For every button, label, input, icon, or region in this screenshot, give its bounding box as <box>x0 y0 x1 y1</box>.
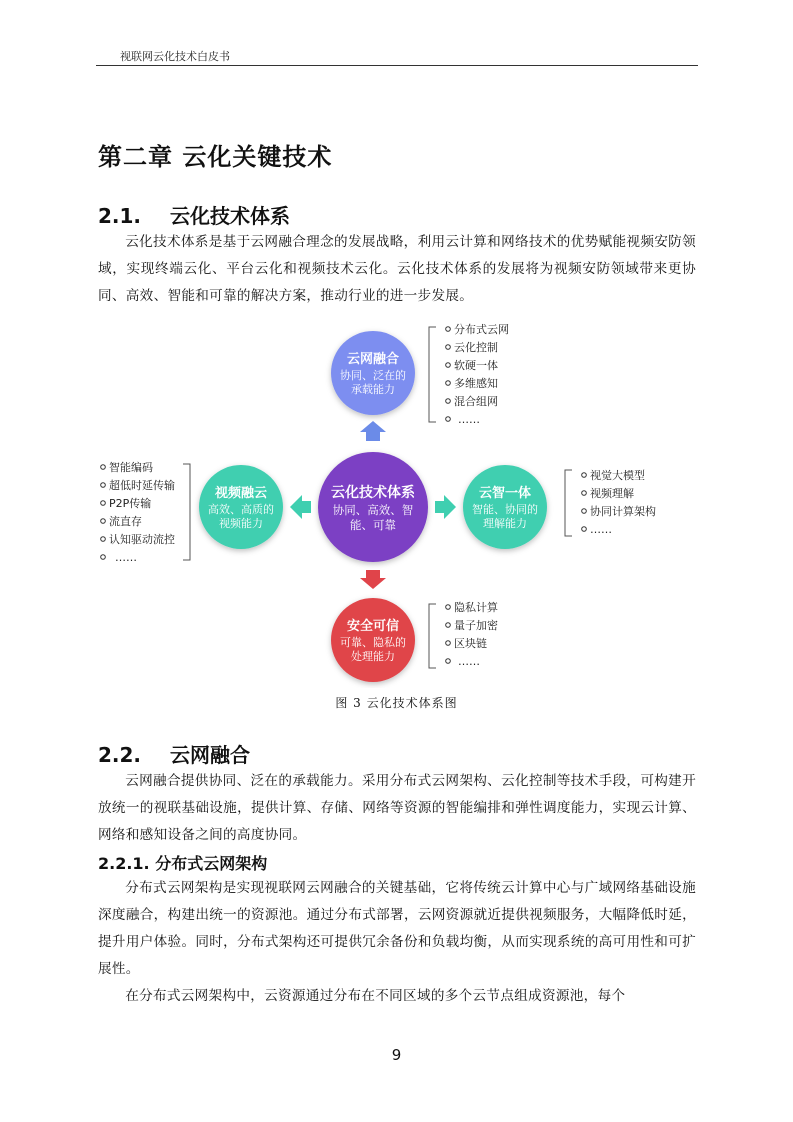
top-node <box>331 331 415 415</box>
list-item <box>446 655 480 668</box>
left-node-sub1: 高效、高质的 <box>208 503 274 516</box>
header-rule <box>96 65 698 66</box>
svg-text:智能编码: 智能编码 <box>109 461 153 474</box>
left-node-title: 视频融云 <box>214 486 268 501</box>
svg-text:协同计算架构: 协同计算架构 <box>590 505 656 518</box>
running-header: 视联网云化技术白皮书 <box>120 50 230 63</box>
top-node-sub1: 协同、泛在的 <box>340 369 406 382</box>
list-item <box>446 358 498 372</box>
list-item <box>446 394 498 408</box>
svg-text:隐私计算: 隐私计算 <box>454 601 498 614</box>
svg-text:量子加密: 量子加密 <box>454 619 498 632</box>
bottom-node-sub1: 可靠、隐私的 <box>340 636 406 649</box>
svg-text:云化控制: 云化控制 <box>454 341 498 354</box>
section-number: 2.2. <box>98 743 142 767</box>
list-item <box>101 460 153 474</box>
page-number: 9 <box>391 1046 402 1064</box>
list-item <box>446 636 487 650</box>
bottom-list <box>446 600 498 668</box>
center-node-sub2: 能、可靠 <box>350 518 396 532</box>
right-node-sub2: 理解能力 <box>483 517 527 530</box>
top-list <box>446 322 509 426</box>
section-title: 云化技术体系 <box>170 204 290 228</box>
center-node-title: 云化技术体系 <box>331 485 415 501</box>
svg-text:流直存: 流直存 <box>109 515 142 528</box>
svg-text:混合组网: 混合组网 <box>454 395 498 408</box>
section-heading-2-2 <box>98 739 250 768</box>
right-list <box>582 468 656 536</box>
list-item <box>446 618 498 632</box>
list-item <box>582 486 634 500</box>
list-item <box>446 322 509 336</box>
bottom-node-sub2: 处理能力 <box>351 650 395 663</box>
subsection-2-2-1-paragraph-1: 分布式云网架构是实现视联网云网融合的关键基础，它将传统云计算中心与广域网络基础设施深度融合，构建出统一的资源池。通过分布式部署，云网资源就近提供视频服务，大幅降低时延，提升用户体验。同时，分布式架构还可提供冗余备份和负载均衡，从而实现系统的高可用性和可扩展性。 <box>98 880 696 977</box>
section-2-2-paragraph: 云网融合提供协同、泛在的承载能力。采用分布式云网架构、云化控制等技术手段，可构建开放统一的视联基础设施，提供计算、存储、网络等资源的智能编排和弹性调度能力，实现云计算、网络和感知设备之间的高度协同。 <box>98 773 696 843</box>
bottom-node <box>331 598 415 682</box>
list-item <box>582 468 645 482</box>
svg-text:认知驱动流控: 认知驱动流控 <box>109 533 175 546</box>
list-item <box>582 504 656 518</box>
svg-text:……: …… <box>458 413 480 426</box>
figure-caption: 图 3 云化技术体系图 <box>335 696 458 710</box>
svg-text:超低时延传输: 超低时延传输 <box>109 479 175 492</box>
svg-text:分布式云网: 分布式云网 <box>454 323 509 336</box>
svg-text:视频理解: 视频理解 <box>590 487 634 500</box>
list-item <box>446 340 498 354</box>
list-item <box>446 600 498 614</box>
section-2-1-paragraph: 云化技术体系是基于云网融合理念的发展战略，利用云计算和网络技术的优势赋能视频安防领域，实现终端云化、平台云化和视频技术云化。云化技术体系的发展将为视频安防领域带来更协同、高效、智能和可靠的解决方案，推动行业的进一步发展。 <box>98 234 696 304</box>
svg-text:区块链: 区块链 <box>454 637 487 650</box>
top-node-sub2: 承载能力 <box>351 383 395 396</box>
svg-text:视觉大模型: 视觉大模型 <box>590 469 645 482</box>
list-item <box>582 523 612 536</box>
center-node <box>318 452 428 562</box>
right-list-bracket <box>565 470 572 536</box>
left-list-bracket <box>183 464 190 560</box>
top-node-title: 云网融合 <box>346 352 400 367</box>
svg-text:多维感知: 多维感知 <box>454 377 498 390</box>
subsection-2-2-1-paragraph-2: 在分布式云网架构中，云资源通过分布在不同区域的多个云节点组成资源池，每个 <box>125 988 626 1004</box>
arrow-up-icon <box>360 421 386 441</box>
arrow-down-icon <box>360 570 386 589</box>
subsection-heading-2-2-1: 2.2.1. 分布式云网架构 <box>98 854 268 873</box>
bottom-node-title: 安全可信 <box>346 619 400 634</box>
left-node-sub2: 视频能力 <box>219 517 263 530</box>
section-number: 2.1. <box>98 204 142 228</box>
arrow-left-icon <box>290 495 311 519</box>
svg-text:……: …… <box>458 655 480 668</box>
bottom-list-bracket <box>429 604 436 668</box>
svg-text:P2P传输: P2P传输 <box>109 497 152 510</box>
list-item <box>446 413 480 426</box>
list-item <box>101 514 142 528</box>
top-list-bracket <box>429 327 436 422</box>
center-node-sub1: 协同、高效、智 <box>332 503 414 517</box>
list-item <box>446 376 498 390</box>
section-heading-2-1 <box>98 200 290 229</box>
svg-text:……: …… <box>115 551 137 564</box>
list-item <box>101 551 137 564</box>
svg-text:……: …… <box>590 523 612 536</box>
chapter-title: 第二章 云化关键技术 <box>98 143 333 171</box>
left-node <box>199 465 283 549</box>
list-item <box>101 478 175 492</box>
right-node <box>463 465 547 549</box>
right-node-sub1: 智能、协同的 <box>472 503 538 516</box>
arrow-right-icon <box>435 495 456 519</box>
left-list <box>101 460 175 564</box>
tech-system-diagram <box>0 318 793 688</box>
list-item <box>101 496 152 510</box>
section-title: 云网融合 <box>170 743 250 767</box>
svg-text:软硬一体: 软硬一体 <box>454 359 498 372</box>
right-node-title: 云智一体 <box>478 486 532 501</box>
list-item <box>101 532 175 546</box>
